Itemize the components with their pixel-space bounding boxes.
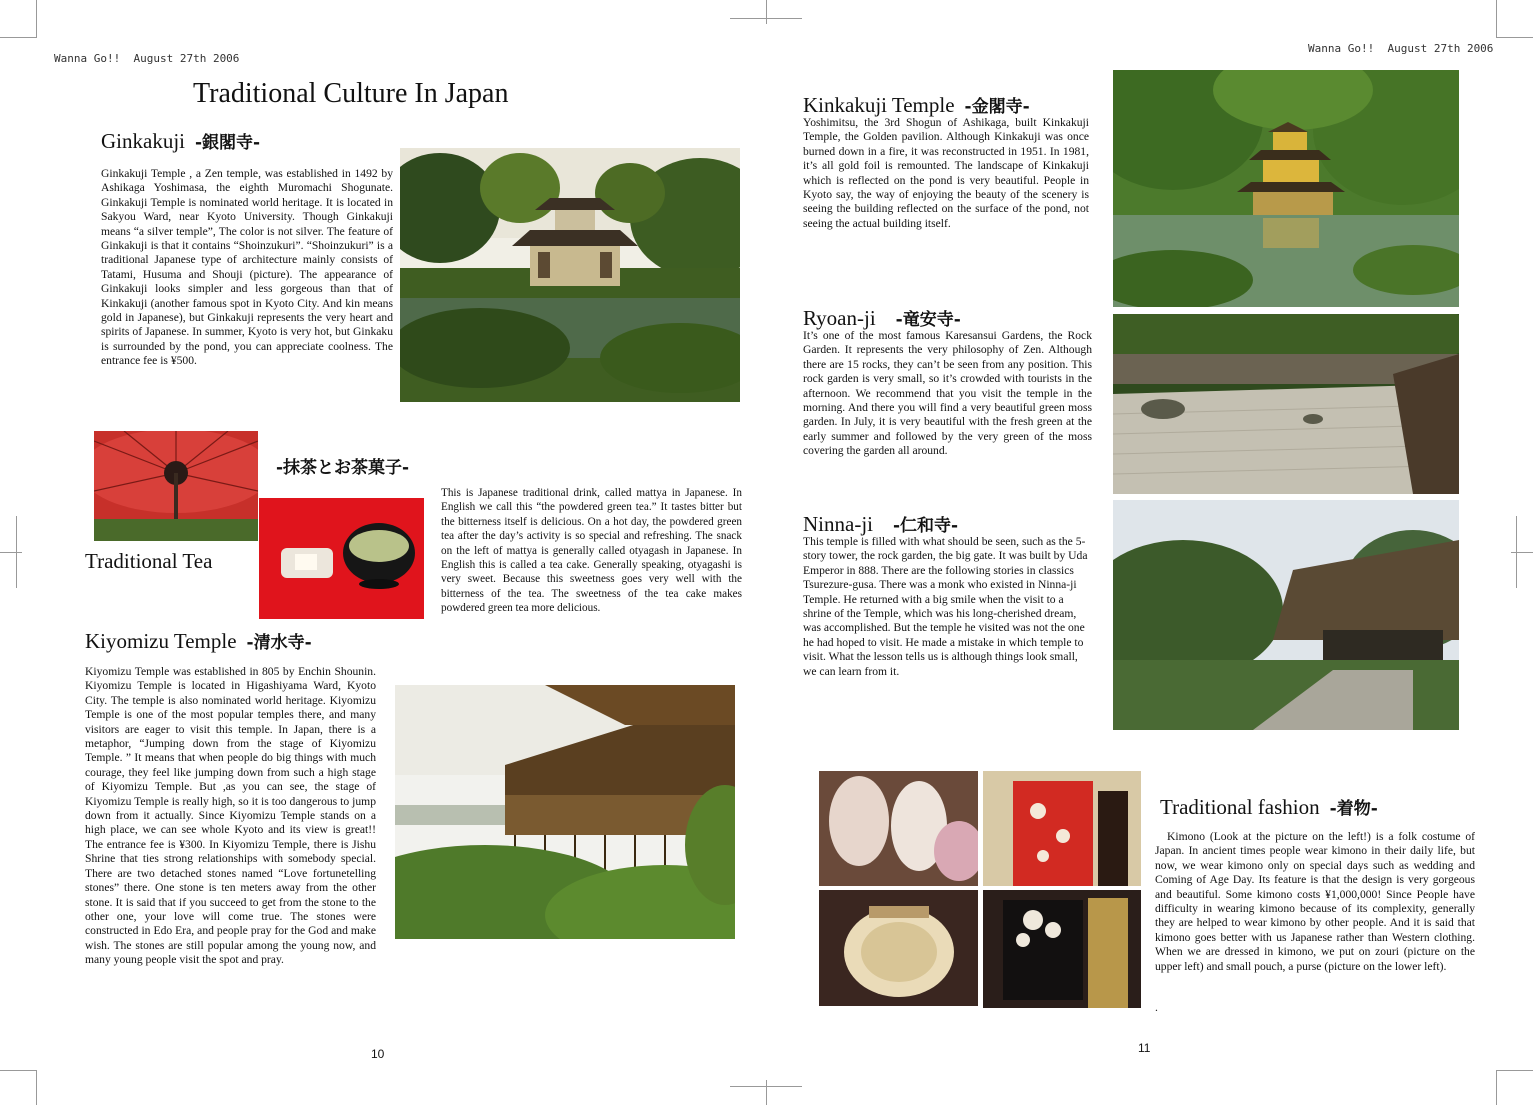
tea-photo: [259, 498, 424, 619]
ninnaji-text: This temple is filled with what should be seen, such as the 5-story tower, the rock garden, the big gate. It was built by Uda Emperor in 888. There are the following stories in classics Tsurezure-gusa. There was a monk who existed in Ninna-ji Temple. He returned with a big smile when the visit to a shrine of the Temple, which was his long-cherished dream, was accomplished. But the temple he visited was not the one he had hoped to visit. He made a mistake in which temple to visit. What the lesson tells us is although things look small, we can learn from it.: [803, 535, 1088, 678]
ginkakuji-photo: [400, 148, 740, 402]
tea-heading: Traditional Tea: [85, 549, 213, 573]
kimono-black-photo: [983, 890, 1141, 1008]
kinkakuji-photo: [1113, 70, 1459, 307]
purse-photo: [819, 890, 978, 1006]
ninnaji-heading: Ninna-ji -仁和寺-: [803, 512, 959, 536]
ryoanji-photo: [1113, 314, 1459, 494]
header-left: Wanna Go!! August 27th 2006: [54, 52, 240, 65]
umbrella-photo: [94, 431, 258, 541]
tea-jp-heading: -抹茶とお茶菓子-: [276, 458, 410, 478]
kiyomizu-heading: Kiyomizu Temple -清水寺-: [85, 629, 312, 653]
ninnaji-photo: [1113, 500, 1459, 730]
kinkakuji-text: Yoshimitsu, the 3rd Shogun of Ashikaga, built Kinkakuji Temple, the Golden pavilion. Although Kinkakuji was once burned down in a fire, it was reconstructed in 1951. In 1981, it’s all gold foil is remounted. The landscape of Kinkakuji which is reflected on the pond is very beautiful. People in Kyoto say, the way of enjoying the beauty of the scenery is seeing the building reflected on the surface of the pond, not seeing the actual building itself.: [803, 116, 1089, 230]
ryoanji-heading: Ryoan-ji -竜安寺-: [803, 306, 961, 330]
tea-text: This is Japanese traditional drink, called mattya in Japanese. In English we call this “the powdered green tea.” It tastes bitter but the bitterness itself is delicious. On a hot day, the powdered green tea after the day’s activity is so special and refreshing. The snack on the left of mattya is generally called otyagash in Japanese. In English this is called a tea cake. Generally speaking, otyagashi is very sweet. Because this sweetness goes very well with the bitterness of the tea. The sweetness of the tea cake makes powdered green tea more delicious.: [441, 487, 742, 615]
fashion-text: Kimono (Look at the picture on the left!) is a folk costume of Japan. In ancient times people wear kimono in their daily life, but now, we wear kimono only on special days such as wedding and Coming of Age Day. Its feature is that the design is very gorgeous and beautiful. Some kimono costs ¥1,000,000! Since People have difficulty in wearing kimono because of its complexity, generally they are helped to wear kimono by other people. And it is said that kimono goes better with us Japanese rather than Western clothing. When we are dressed in kimono, we put on zouri (picture on the upper left) and small pouch, a purse (picture on the lower left).: [1155, 830, 1475, 973]
fashion-dot: .: [1155, 1001, 1158, 1014]
ginkakuji-text: Ginkakuji Temple , a Zen temple, was established in 1492 by Ashikaga Yoshimasa, the eighth Muromachi Shogunate. Ginkakuji Temple is nominated world heritage. It is located in Sakyou Ward, near Kyoto University. Though Ginkakuji means “a silver temple”, The color is not silver. The feature of Ginkakuji is that it contains “Shoinzukuri”. “Shoinzukuri” is a traditional Japanese type of architecture mainly consists of Tatami, Husuma and Shouji (picture). The appearance of Ginkakuji looks simpler and less gorgeous than that of Kinkakuji (another famous spot in Kyoto City. And kin means gold in Japanese), but Ginkakuji represents the very heart and spirits of Japanese. In summer, Kyoto is very hot, but Ginkaku is surrounded by the pond, you can appreciate coolness. The entrance fee is ¥500.: [101, 167, 393, 368]
page-title: Traditional Culture In Japan: [193, 78, 509, 109]
kiyomizu-photo: [395, 685, 735, 939]
page-number-right: 11: [1138, 1041, 1151, 1055]
kimono-red-photo: [983, 771, 1141, 886]
ginkakuji-heading: Ginkakuji -銀閣寺-: [101, 129, 261, 153]
fashion-heading: Traditional fashion -着物-: [1160, 795, 1378, 819]
kinkakuji-heading: Kinkakuji Temple -金閣寺-: [803, 93, 1030, 117]
kiyomizu-text: Kiyomizu Temple was established in 805 by Enchin Shounin. Kiyomizu Temple is located in Higashiyama Ward, Kyoto City. The temple is also nominated world heritage. Kiyomizu Temple is one of the most popular temples there, and many visitors are eager to visit this temple. In Japan, there is a metaphor, “Jumping down from the stage of Kiyomizu Temple. ” It means that when people do big things with much courage, they feel like jumping down from such a high stage of Kiyomizu Temple. But ,as you can see, the stage of Kiyomizu Temple is really high, so it is too dangerous to jump down from it actually. Since Kiyomizu Temple stands on a high place, we can see whole Kyoto and its view is great!! The entrance fee is ¥300. In Kiyomizu Temple, there is Jishu Shrine that ties strong relationships with somebody special. There are two detached stones named “Love fortunetelling stones” there. One stone is ten meters away from the other stone. It is said that if you succeed to get from the stone to the other one, your love will come true. The stones were constructed in Edo Era, and people pray for the God and make wish. The stones are still popular among the young now, and many young people visit the spot and pray.: [85, 665, 376, 967]
header-right: Wanna Go!! August 27th 2006: [1308, 42, 1494, 55]
page-number-left: 10: [371, 1047, 385, 1061]
zouri-photo: [819, 771, 978, 886]
ryoanji-text: It’s one of the most famous Karesansui Gardens, the Rock Garden. It represents the very philosophy of Zen. Although there are 15 rocks, they can’t be seen from any position. This rock garden is very small, so it’s crowded with tourists in the afternoon. We recommend that you visit the temple in the morning. And there you will find a very beautiful green moss garden. In July, it is very beautiful with the fresh green at the early summer and followed by the very green of the moss covering the garden all around.: [803, 329, 1092, 458]
